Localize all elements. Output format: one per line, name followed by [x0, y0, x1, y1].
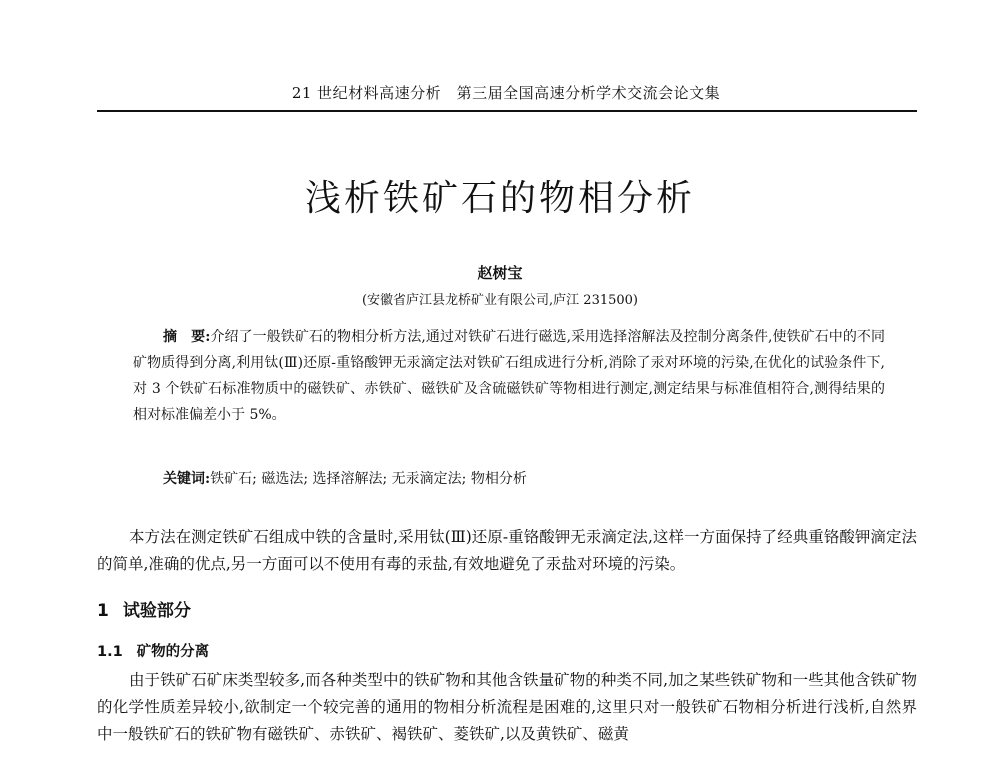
subsection-heading: [97, 640, 209, 661]
section-heading: [97, 596, 191, 621]
keywords-text: 铁矿石; 磁选法; 选择溶解法; 无汞滴定法; 物相分析: [210, 471, 527, 487]
section-title: 试验部分: [122, 601, 191, 621]
abstract: [133, 324, 885, 428]
keywords-label: 关键词:: [163, 471, 211, 487]
body-paragraph: 由于铁矿石矿床类型较多,而各种类型中的铁矿物和其他含铁量矿物的种类不同,加之某些铁矿物和一些其他含铁矿物的化学性质差异较小,欲制定一个较完善的通用的物相分析流程是困难的,这里只对一般铁矿石物相分析进行浅析,自然界中一般铁矿石的铁矿物有磁铁矿、赤铁矿、褐铁矿、菱铁矿,以及黄铁矿、磁黄: [97, 671, 917, 743]
subsection-title: 矿物的分离: [136, 644, 210, 660]
running-header: 21 世纪材料高速分析 第三届全国高速分析学术交流会论文集: [291, 84, 721, 102]
author-name: 赵树宝: [477, 264, 523, 282]
paper-title: 浅析铁矿石的物相分析: [304, 178, 695, 219]
keywords: [163, 468, 883, 488]
abstract-text: 介绍了一般铁矿石的物相分析方法,通过对铁矿石进行磁选,采用选择溶解法及控制分离条件,使铁矿石中的不同矿物质得到分离,利用钛(Ⅲ)还原-重铬酸钾无汞滴定法对铁矿石组成进行分析,消除了汞对环境的污染,在优化的试验条件下,对 3 个铁矿石标准物质中的磁铁矿、赤铁矿、磁铁矿及含硫磁铁矿等物相进行测定,测定结果与标准值相符合,测得结果的相对标准偏差小于 5%。: [133, 329, 885, 423]
author-affiliation: (安徽省庐江县龙桥矿业有限公司,庐江 231500): [361, 293, 639, 308]
section-number: 1: [97, 601, 109, 621]
intro-paragraph: 本方法在测定铁矿石组成中铁的含量时,采用钛(Ⅲ)还原-重铬酸钾无汞滴定法,这样一方面保持了经典重铬酸钾滴定法的简单,准确的优点,另一方面可以不使用有毒的汞盐,有效地避免了汞盐对环境的污染。: [97, 528, 917, 573]
header-rule: [97, 110, 917, 112]
abstract-label: 摘 要:: [163, 329, 211, 345]
subsection-number: 1.1: [97, 644, 123, 660]
